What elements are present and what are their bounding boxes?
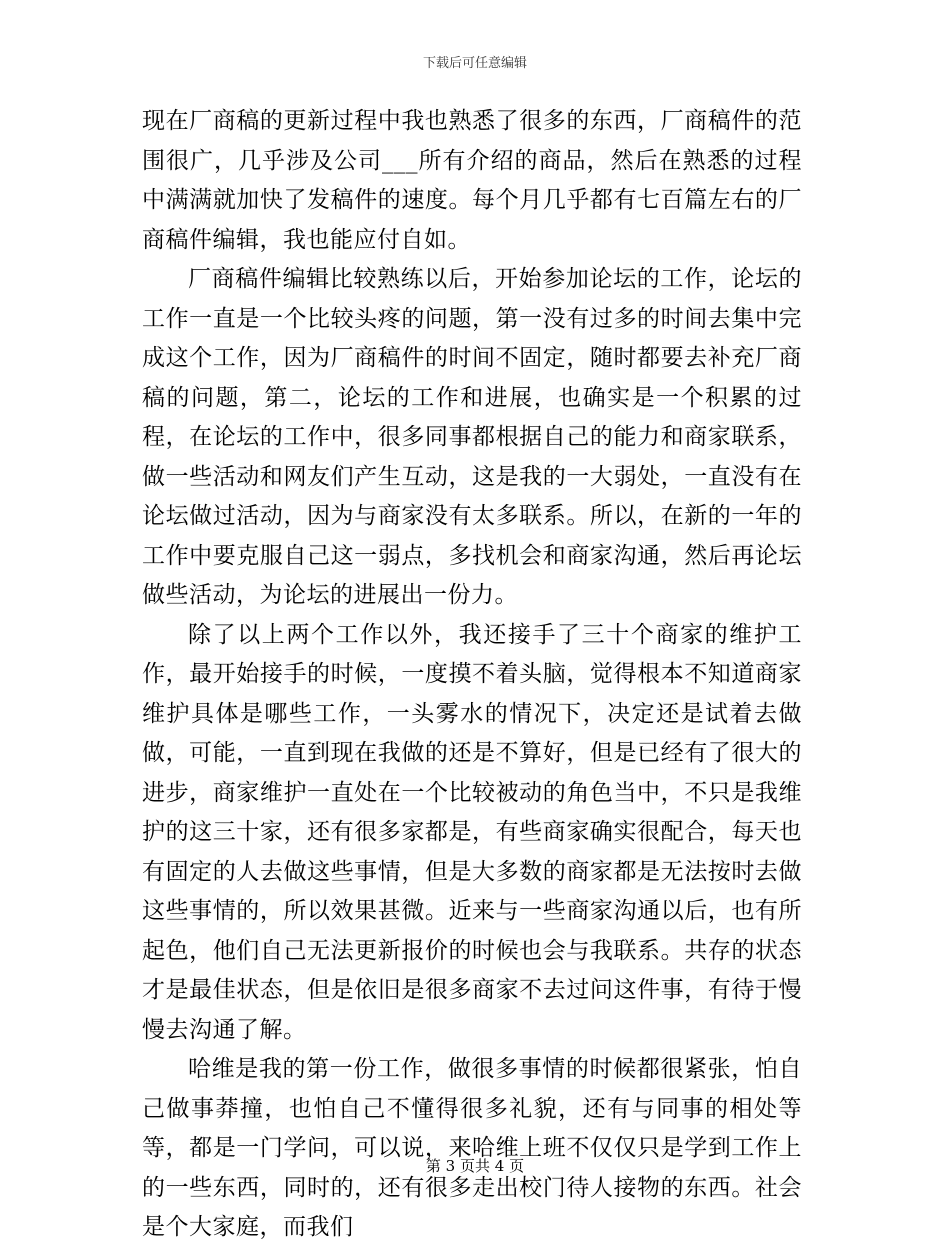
paragraph: 哈维是我的第一份工作，做很多事情的时候都很紧张，怕自己做事莽撞，也怕自己不懂得很多礼貌，还有与同事的相处等等，都是一门学问，可以说，来哈维上班不仅仅只是学到工作上的一些东西，同时的，还有很多走出校门待人接物的东西。社会是个大家庭，而我们 [142,1056,802,1240]
page-footer: 第 3 页共 4 页 [425,1157,525,1175]
page-header: 下载后可任意编辑 [422,56,527,71]
paragraph: 除了以上两个工作以外，我还接手了三十个商家的维护工作，最开始接手的时候，一度摸不着头脑，觉得根本不知道商家维护具体是哪些工作，一头雾水的情况下，决定还是试着去做做，可能，一直到现在我做的还是不算好，但是已经有了很大的进步，商家维护一直处在一个比较被动的角色当中，不只是我维护的这三十家，还有很多家都是，有些商家确实很配合，每天也有固定的人去做这些事情，但是大多数的商家都是无法按时去做这些事情的，所以效果甚微。近来与一些商家沟通以后，也有所起色，他们自己无法更新报价的时候也会与我联系。共存的状态才是最佳状态，但是依旧是很多商家不去过问这件事，有待于慢慢去沟通了解。 [142,621,802,1043]
paragraph-continued: 现在厂商稿的更新过程中我也熟悉了很多的东西，厂商稿件的范围很广，几乎涉及公司___所有介绍的商品，然后在熟悉的过程中满满就加快了发稿件的速度。每个月几乎都有七百篇左右的厂商稿件编辑，我也能应付自如。 [142,108,802,253]
document-body [142,102,802,1248]
paragraph: 厂商稿件编辑比较熟练以后，开始参加论坛的工作，论坛的工作一直是一个比较头疼的问题，第一没有过多的时间去集中完成这个工作，因为厂商稿件的时间不固定，随时都要去补充厂商稿的问题，第二，论坛的工作和进展，也确实是一个积累的过程，在论坛的工作中，很多同事都根据自己的能力和商家联系，做一些活动和网友们产生互动，这是我的一大弱处，一直没有在论坛做过活动，因为与商家没有太多联系。所以，在新的一年的工作中要克服自己这一弱点，多找机会和商家沟通，然后再论坛做些活动，为论坛的进展出一份力。 [142,266,802,608]
